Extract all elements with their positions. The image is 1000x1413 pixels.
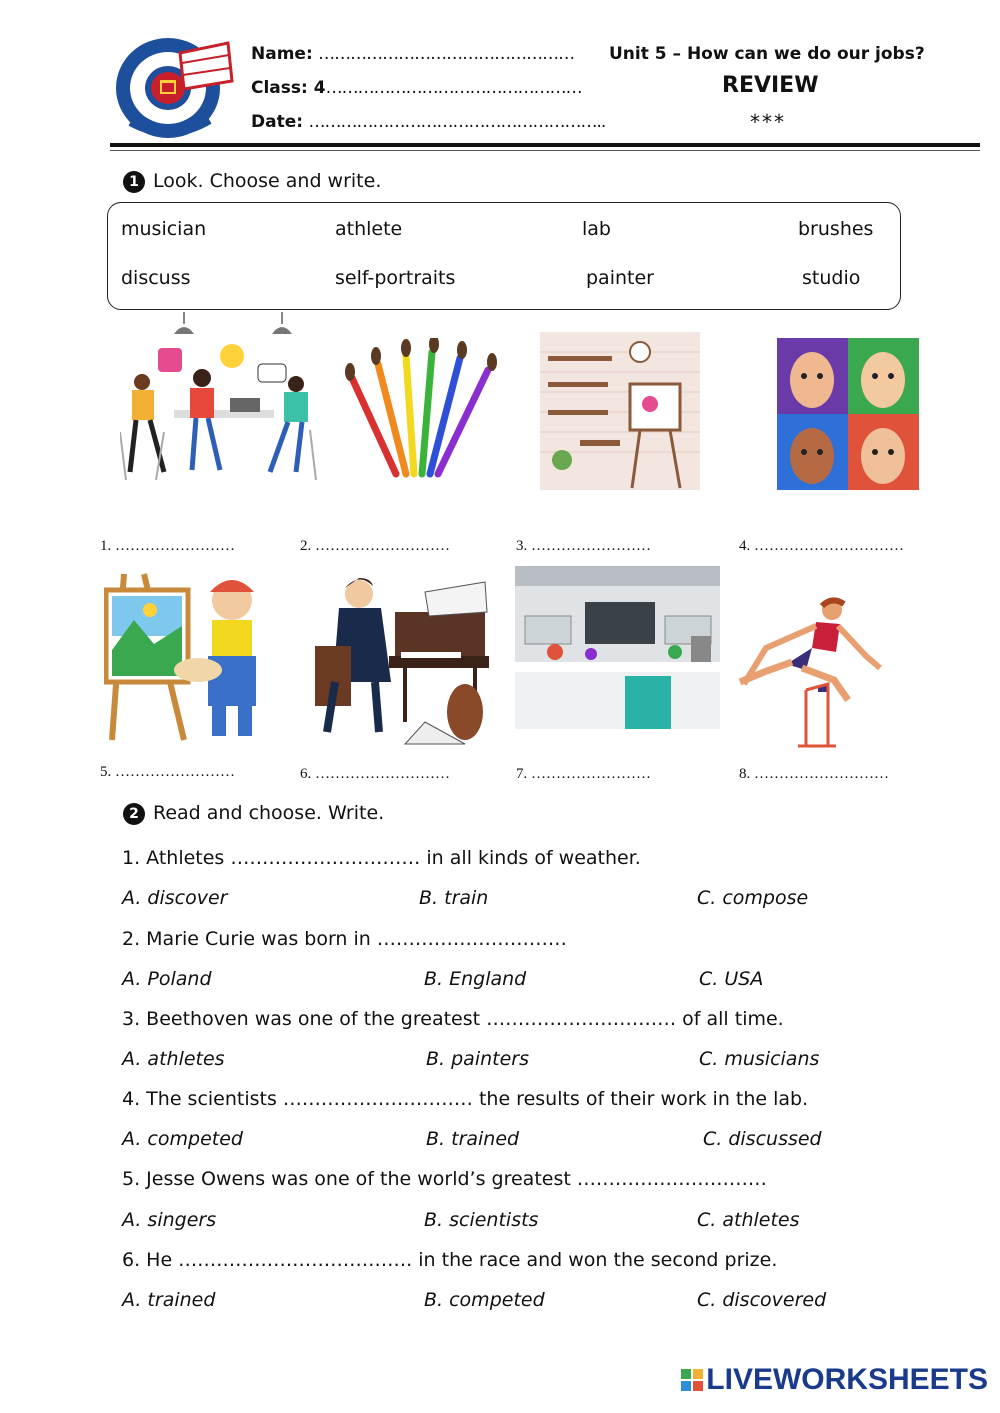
- word-brushes: brushes: [798, 218, 874, 240]
- exercise2-title: [123, 802, 384, 825]
- q2-option-b[interactable]: B. England: [424, 968, 527, 990]
- q2-option-a[interactable]: A. Poland: [122, 968, 212, 990]
- caption-6[interactable]: 6. ………………………: [300, 766, 450, 782]
- q1-option-b[interactable]: B. train: [419, 887, 489, 909]
- caption-8[interactable]: 8. ………………………: [739, 766, 889, 782]
- picture-lab: [515, 566, 720, 729]
- question-2: 2. Marie Curie was born in …………………………: [122, 928, 567, 950]
- class-dots: …………………………………………: [325, 78, 582, 98]
- picture-musician: [305, 572, 490, 747]
- caption-4[interactable]: 4. …………………………: [739, 538, 904, 554]
- exercise1-title-text: Look. Choose and write.: [153, 170, 382, 192]
- caption-2[interactable]: 2. ………………………: [300, 538, 450, 554]
- word-studio: studio: [802, 267, 861, 289]
- q4-option-a[interactable]: A. competed: [122, 1128, 243, 1150]
- name-label: Name:: [251, 44, 313, 64]
- q1-option-c[interactable]: C. compose: [697, 887, 809, 909]
- word-bank: [107, 202, 901, 310]
- q5-option-a[interactable]: A. singers: [122, 1209, 217, 1231]
- name-line[interactable]: [251, 44, 574, 64]
- q1-option-a[interactable]: A. discover: [122, 887, 228, 909]
- header-rule: [110, 143, 980, 147]
- picture-brushes: [342, 338, 502, 480]
- question-5: 5. Jesse Owens was one of the world’s greatest …………………………: [122, 1168, 767, 1190]
- picture-athlete: [736, 596, 886, 754]
- q5-option-c[interactable]: C. athletes: [697, 1209, 800, 1231]
- q5-option-b[interactable]: B. scientists: [424, 1209, 539, 1231]
- word-self-portraits: self-portraits: [335, 267, 456, 289]
- date-label: Date:: [251, 112, 304, 132]
- q6-option-a[interactable]: A. trained: [122, 1289, 216, 1311]
- caption-3[interactable]: 3. ……………………: [516, 538, 651, 554]
- question-1: 1. Athletes ………………………… in all kinds of weather.: [122, 847, 641, 869]
- date-dots: ………………………………………………..: [308, 112, 606, 132]
- caption-7[interactable]: 7. ……………………: [516, 766, 651, 782]
- name-dots: …………………………………………: [318, 44, 575, 64]
- caption-5[interactable]: 5. ……………………: [100, 764, 235, 780]
- word-musician: musician: [121, 218, 207, 240]
- liveworksheets-logo[interactable]: [681, 1363, 988, 1397]
- exercise1-number: 1: [123, 171, 145, 193]
- stars: ***: [750, 110, 786, 134]
- q6-option-b[interactable]: B. competed: [424, 1289, 545, 1311]
- class-label: Class: 4: [251, 78, 326, 98]
- review-heading: REVIEW: [722, 73, 819, 98]
- unit-title: Unit 5 – How can we do our jobs?: [609, 44, 925, 64]
- class-line[interactable]: [251, 78, 582, 98]
- picture-studio: [540, 332, 700, 490]
- picture-painter: [104, 570, 266, 742]
- word-painter: painter: [586, 267, 654, 289]
- question-3: 3. Beethoven was one of the greatest ………………………… of all time.: [122, 1008, 784, 1030]
- q2-option-c[interactable]: C. USA: [699, 968, 764, 990]
- header-rule-thin: [110, 150, 980, 151]
- question-6: 6. He ………………………………. in the race and won the second prize.: [122, 1249, 778, 1271]
- q6-option-c[interactable]: C. discovered: [697, 1289, 827, 1311]
- question-4: 4. The scientists ………………………… the results of their work in the lab.: [122, 1088, 809, 1110]
- school-logo: [110, 33, 238, 141]
- liveworksheets-icon: [681, 1365, 703, 1387]
- word-lab: lab: [582, 218, 611, 240]
- liveworksheets-text: LIVEWORKSHEETS: [706, 1363, 988, 1396]
- picture-discussion: [120, 312, 325, 484]
- q4-option-c[interactable]: C. discussed: [703, 1128, 822, 1150]
- date-line[interactable]: [251, 112, 605, 132]
- exercise2-title-text: Read and choose. Write.: [153, 802, 385, 824]
- q3-option-c[interactable]: C. musicians: [699, 1048, 820, 1070]
- q3-option-b[interactable]: B. painters: [426, 1048, 529, 1070]
- caption-1[interactable]: 1. ……………………: [100, 538, 235, 554]
- q4-option-b[interactable]: B. trained: [426, 1128, 520, 1150]
- word-discuss: discuss: [121, 267, 191, 289]
- q3-option-a[interactable]: A. athletes: [122, 1048, 225, 1070]
- word-athlete: athlete: [335, 218, 403, 240]
- exercise2-number: 2: [123, 803, 145, 825]
- picture-self-portraits: [777, 338, 919, 490]
- exercise1-title: [123, 170, 381, 193]
